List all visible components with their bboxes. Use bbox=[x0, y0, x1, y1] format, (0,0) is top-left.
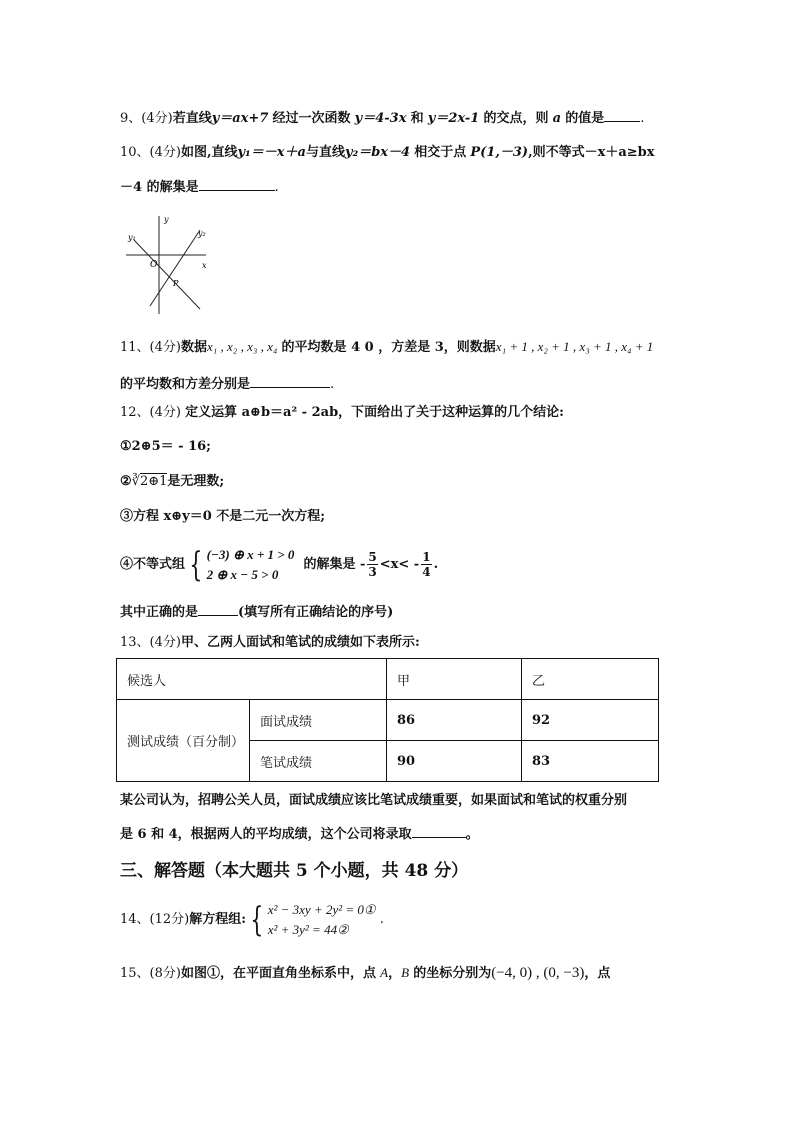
answer-blank[interactable] bbox=[250, 374, 330, 388]
conclusion-3: ③方程 x⊕y＝0 不是二元一次方程; bbox=[120, 509, 326, 524]
line-intersection-figure bbox=[120, 210, 220, 320]
left-brace: { bbox=[250, 899, 264, 940]
inequality-system: (−3) ⊕ x + 1 > 0 2 ⊕ x − 5 > 0 bbox=[206, 546, 295, 582]
question-number: 9、(4分) bbox=[120, 111, 173, 126]
line-y1 bbox=[134, 240, 200, 309]
fraction-5-3: $\frac{5}{3}$ bbox=[368, 550, 377, 579]
label-p: P bbox=[173, 279, 179, 288]
table-row bbox=[117, 700, 659, 741]
cell-value: 92 bbox=[522, 700, 659, 741]
question-13-text2: 是 6 和 4，根据两人的平均成绩，这个公司将录取 。 bbox=[120, 824, 479, 844]
row-label: 面试成绩 bbox=[250, 700, 387, 741]
row-label: 笔试成绩 bbox=[250, 741, 387, 782]
question-9: 9、(4分)若直线y＝ax+7 经过一次函数 y＝4-3x 和 y＝2x-1 的交点，则 a 的值是 . bbox=[120, 108, 644, 128]
question-number: 10、(4分) bbox=[120, 145, 181, 160]
question-10-line2: －4 的解集是 . bbox=[120, 177, 279, 197]
conclusion-4: ④不等式组 { (−3) ⊕ x + 1 > 0 2 ⊕ x − 5 > 0 的解集是 - $\frac{5}{3}$ <x< - $\frac{1}{4}$ . bbox=[120, 544, 439, 585]
question-13-text1: 某公司认为，招聘公关人员，面试成绩应该比笔试成绩重要，如果面试和笔试的权重分别 bbox=[120, 793, 628, 808]
question-number: 12、(4分) bbox=[120, 405, 181, 420]
label-y1: y₁ bbox=[128, 233, 136, 242]
conclusion-1: ①2⊕5＝ - 16; bbox=[120, 439, 211, 454]
cell-value: 90 bbox=[387, 741, 522, 782]
label-origin: O bbox=[150, 260, 158, 270]
answer-blank[interactable] bbox=[198, 602, 238, 616]
equation-system: x² − 3xy + 2y² = 0① x² + 3y² = 44② bbox=[267, 901, 376, 937]
question-12-answer: 其中正确的是 (填写所有正确结论的序号) bbox=[120, 602, 393, 622]
question-13: 13、(4分)甲、乙两人面试和笔试的成绩如下表所示: bbox=[120, 635, 420, 650]
answer-blank[interactable] bbox=[199, 177, 275, 191]
cell-value: 86 bbox=[387, 700, 522, 741]
question-number: 14、(12分) bbox=[120, 912, 190, 927]
question-14: 14、(12分)解方程组: { x² − 3xy + 2y² = 0① x² + 3y² = 44② . bbox=[120, 899, 384, 940]
line-y2 bbox=[150, 230, 200, 306]
question-10: 10、(4分)如图,直线y₁＝－x＋a与直线y₂＝bx－4 相交于点 P(1,－3),则不等式－x＋a≥bx bbox=[120, 145, 655, 160]
question-number: 13、(4分) bbox=[120, 635, 181, 650]
question-number: 11、(4分) bbox=[120, 340, 181, 355]
conclusion-2: ②∛2⊕1是无理数; bbox=[120, 474, 225, 489]
header-jia: 甲 bbox=[387, 659, 522, 700]
answer-blank[interactable] bbox=[604, 108, 640, 122]
question-15: 15、(8分)如图①，在平面直角坐标系中，点 A，B 的坐标分别为(−4, 0) , (0, −3)，点 bbox=[120, 965, 611, 981]
question-12: 12、(4分) 定义运算 a⊕b＝a² - 2ab，下面给出了关于这种运算的几个结论: bbox=[120, 405, 564, 420]
label-x: x bbox=[202, 261, 207, 270]
cell-value: 83 bbox=[522, 741, 659, 782]
score-table bbox=[116, 658, 659, 782]
section-title: 三、解答题（本大题共 5 个小题，共 48 分） bbox=[120, 861, 469, 881]
answer-blank[interactable] bbox=[412, 824, 466, 838]
group-label: 测试成绩（百分制） bbox=[117, 700, 250, 782]
header-yi: 乙 bbox=[522, 659, 659, 700]
header-candidate: 候选人 bbox=[117, 659, 387, 700]
question-11: 11、(4分)数据x₁ , x₂ , x₃ , x₄ 的平均数是 4 0 ，方差是 3，则数据x₁ + 1 , x₂ + 1 , x₃ + 1 , x₄ + 1 bbox=[120, 339, 654, 355]
question-11-line2: 的平均数和方差分别是 . bbox=[120, 374, 334, 394]
left-brace: { bbox=[189, 544, 203, 585]
fraction-1-4: $\frac{1}{4}$ bbox=[422, 550, 431, 579]
label-y2: y₂ bbox=[198, 229, 206, 238]
question-number: 15、(8分) bbox=[120, 966, 181, 981]
table-row bbox=[117, 659, 659, 700]
label-y: y bbox=[164, 215, 169, 224]
